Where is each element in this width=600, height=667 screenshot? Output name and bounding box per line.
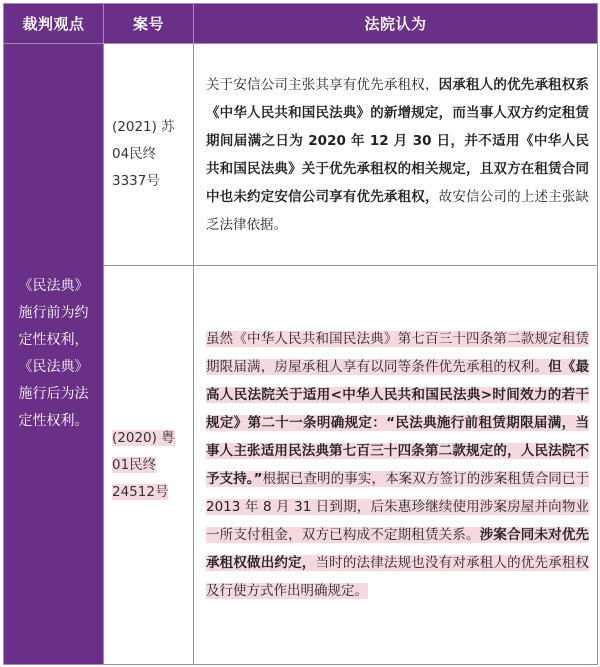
court-opinion-segment: 故安信公司的上述主张缺乏法律依据。 (206, 188, 590, 233)
judgment-table (3, 3, 598, 665)
court-opinion-segment: 关于安信公司主张其享有优先承租权， (206, 76, 439, 93)
court-opinion-cell (194, 44, 598, 266)
court-opinion-segment: 当时的法律法规也没有对承租人的优先承租权及行使方式作出明确规定。 (206, 555, 590, 599)
header-court-opinion: 法院认为 (194, 4, 598, 44)
case-number: (2020) 粤01民终24512号 (112, 429, 175, 500)
header-row (4, 4, 598, 44)
judgment-view-cell (4, 44, 104, 665)
header-view: 裁判观点 (4, 4, 104, 44)
court-opinion-segment: 虽然《中华人民共和国民法典》第七百三十四条第二款规定租赁期限届满，房屋承租人享有以同等条件优先承租的权利。 (206, 331, 589, 375)
table-row (4, 44, 598, 266)
judgment-view-text: 《民法典》施行前为约定性权利，《民法典》施行后为法定性权利。 (18, 278, 89, 429)
court-opinion-segment-bold: 涉案合同未对优先承租权做出约定， (206, 527, 589, 571)
court-opinion-segment-bold: 但《最高人民法院关于适用<中华人民共和国民法典>时间效力的若干规定》第二十一条明确规定：“民法典施行前租赁期限届满，当事人主张适用民法典第七百三十四条第二款规定的，人民法院不予支持。” (206, 359, 590, 487)
case-number-cell (104, 266, 194, 665)
case-number-cell (104, 44, 194, 266)
court-opinion-cell (194, 266, 598, 665)
header-case-no: 案号 (104, 4, 194, 44)
case-number: (2021) 苏04民终3337号 (112, 119, 175, 189)
court-opinion-segment: 根据已查明的事实，本案双方签订的涉案租赁合同已于 2013 年 8 月 31 日到期，后朱惠珍继续使用涉案房屋并向物业一所支付租金，双方已构成不定期租赁关系。 (206, 471, 590, 543)
court-opinion-segment-bold: 因承租人的优先承租权系《中华人民共和国民法典》的新增规定，而当事人双方约定租赁期间届满之日为 2020 年 12 月 30 日，并不适用《中华人民共和国民法典》关于优先承租权的相关规定，且双方在租赁合同中也未约定安信公司享有优先承租权， (206, 76, 590, 205)
